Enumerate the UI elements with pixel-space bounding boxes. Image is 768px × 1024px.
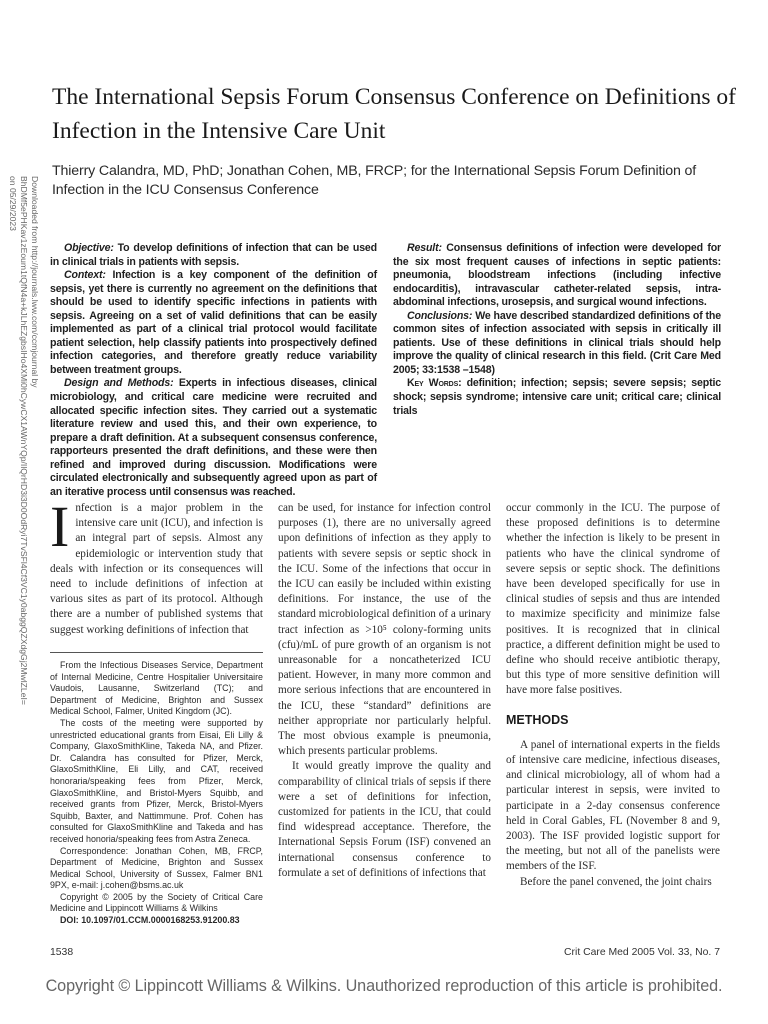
body-paragraph: can be used, for instance for infection control purposes (1), there are no universally agreed upon definitions of infection as they apply to patients with severe sepsis or septic shock in the ICU. Some of the infections that occur in the ICU can easily be included within existing definitions. For instance, the use of the standard microbiological definition of a urinary tract infection as >10⁵ colony-forming units (cfu)/mL of pure growth of an organism is not unreasonable for a noncatheterized ICU patient. However, in many more common and more serious infections that are encountered in the ICU, these “standard” definitions are neither appropriate nor particularly helpful. The most obvious example is pneumonia, which presents particular problems. (278, 502, 491, 758)
funding-note: The costs of the meeting were supported by unrestricted educational grants from Eisai, Eli Lilly & Company, GlaxoSmithKline, Takeda NA, and Pfizer. Dr. Calandra has consulted for Pfizer, Merck, GlaxoSmithKline, Eli Lilly, and CAT, received honoraria/speaking fees from Pfizer, Merck, GlaxoSmithKline, and Bristol-Myers Squibb, and received grants from Pfizer, Merck, Bristol-Myers Squibb, Baxter, and Nattimmune. Prof. Cohen has consulted for GlaxoSmithKline and Takeda and has received honoria/speaking fees from Astra Zeneca. (50, 717, 263, 844)
body-column-1 (50, 501, 263, 641)
doi: DOI: 10.1097/01.CCM.0000168253.91200.83 (60, 915, 240, 926)
conclusions-text: We have described standardized definitions of the common sites of infection associated with sepsis in critically ill patients. Use of these definitions in clinical trials should help improve the quality of clinical research in this field. (Crit Care Med 2005; 33:1538 –1548) (393, 309, 721, 376)
abstract-right-column (393, 242, 721, 418)
journal-citation: Crit Care Med 2005 Vol. 33, No. 7 (564, 947, 720, 958)
objective-text: To develop definitions of infection that can be used in clinical trials in patients with sepsis. (50, 242, 377, 268)
page-number: 1538 (50, 947, 74, 958)
drop-cap: I (50, 501, 70, 559)
footnotes (50, 660, 263, 927)
context-text: Infection is a key component of the definition of sepsis, yet there is currently no agreement on the definitions that should be used to identify specific infections in patients with sepsis. Agreeing on a set of valid definitions that can be easily implemented as part of a clinical trial protocol would facilitate patient selection, help classify patients into prospectively defined infection categories, and therefore greatly reduce variability between treatment groups. (50, 269, 377, 376)
design-label: Design and Methods: (64, 377, 174, 390)
body-column-2 (278, 501, 491, 891)
result-label: Result: (407, 242, 442, 254)
copyright-banner: Copyright © Lippincott Williams & Wilkins. Unauthorized reproduction of this article is prohibited. (45, 977, 723, 995)
body-paragraph: Infection is a major problem in the intensive care unit (ICU), and infection is an integral part of sepsis. Almost any epidemiologic or intervention study that deals with infection or its consequences will need to include definitions of infection at various sites as part of its protocol. Although there are a number of published systems that suggest working definitions of infection that (50, 501, 263, 636)
conclusions-label: Conclusions: (407, 309, 473, 322)
body-paragraph: It would greatly improve the quality and comparability of clinical trials of sepsis if there were a set of definitions for infection, customized for patients in the ICU, that could find widespread acceptance. Therefore, the International Sepsis Forum (ISF) convened an international consensus conference to formulate a set of definitions of infections that (278, 760, 491, 879)
abstract-left-column (50, 242, 377, 499)
copyright-note: Copyright © 2005 by the Society of Critical Care Medicine and Lippincott Williams & Wilkins (50, 891, 263, 914)
article-title: The International Sepsis Forum Consensus Conference on Definitions of Infection in the Intensive Care Unit (52, 84, 736, 144)
body-column-3 (506, 501, 720, 891)
body-paragraph: occur commonly in the ICU. The purpose of these proposed definitions is to determine whether the infection is likely to be present in patients who have the clinical syndrome of severe sepsis or septic shock. The definitions have been developed specifically for use in clinical studies of sepsis and thus are intended to maximize specificity and minimize false positives. It is recognized that in clinical practice, a different definition might be used to define who should receive antibiotic therapy, but this type of more sensitive definition will have more false positives. (506, 502, 720, 697)
author-list: Thierry Calandra, MD, PhD; Jonathan Cohen, MB, FRCP; for the International Sepsis Forum Definition of Infection in the ICU Consensus Conference (52, 163, 697, 198)
objective-label: Objective: (64, 242, 114, 254)
design-text: Experts in infectious diseases, clinical microbiology, and critical care medicine were recruited and allocated specific infection sites. They carried out a systematic literature review and used this, and their own experience, to prepare a draft definition. At a subsequent consensus conference, rapporteurs presented the draft definitions, and these were then refined and improved during discussion. Modifications were circulated electronically and subsequently agreed upon as part of an iterative process until consensus was reached. (50, 377, 377, 498)
body-paragraph: A panel of international experts in the fields of intensive care medicine, infectious diseases, and clinical microbiology, all of whom had a particular interest in sepsis, were invited to participate in a 2-day consensus conference held in Coral Gables, FL (November 8 and 9, 2003). The ISF provided logistic support for the meeting, but not all of the panelists were members of the ISF. (506, 738, 720, 873)
keywords-label: Key Words: (407, 377, 462, 390)
keywords-text: definition; infection; sepsis; severe sepsis; septic shock; sepsis syndrome; intensive care unit; critical care; clinical trials (393, 377, 721, 417)
body-paragraph: Before the panel convened, the joint chairs (520, 875, 712, 888)
correspondence-note: Correspondence: Jonathan Cohen, MB, FRCP, Department of Medicine, Brighton and Sussex Medical School, University of Sussex, Falmer BN1 9PX, e-mail: j.cohen@bsms.ac.uk (50, 845, 263, 891)
download-watermark: Downloaded from http://journals.lww.com/ccmjournal by BhDMf5ePHKav1zEoum1tQfN4a+kJLhEZgbsIHo4XMi0hCywCX1AWnYQp/IlQrHD3i3D0OdRyi7TvSFl4Cf3VC1y0abggQZXdgGj2MwlZLeI= on 05/29/2023 (8, 176, 40, 705)
context-label: Context: (64, 269, 106, 282)
footnote-divider (50, 652, 263, 653)
methods-heading: METHODS (506, 712, 569, 727)
result-text: Consensus definitions of infection were developed for the six most frequent causes of infections in septic patients: pneumonia, bloodstream infections (including infective endocarditis), intravascular catheter-related sepsis, intra-abdominal infections, urosepsis, and surgical wound infections. (393, 242, 721, 309)
affiliation-note: From the Infectious Diseases Service, Department of Internal Medicine, Centre Hospitalier Universitaire Vaudois, Lausanne, Switzerland (TC); and Department of Medicine, Brighton and Sussex Medical School, Falmer, United Kingdom (JC). (50, 660, 263, 717)
